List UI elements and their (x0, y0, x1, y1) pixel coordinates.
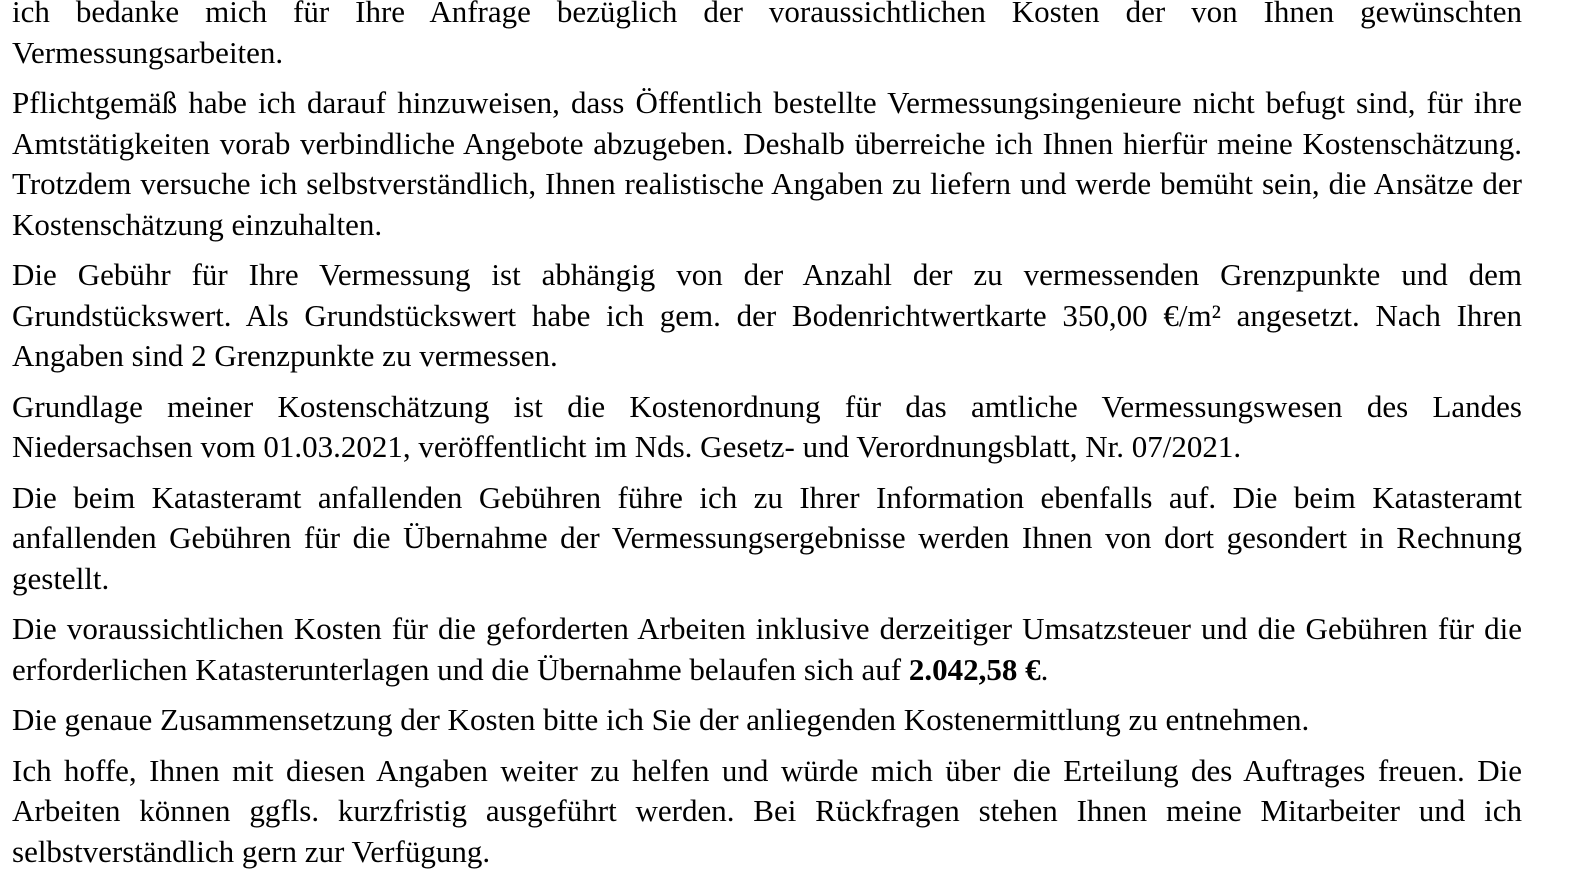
paragraph-legal-basis: Grundlage meiner Kostenschätzung ist die Kostenordnung für das amtliche Vermessungswesen des Landes Niedersachsen vom 01.03.2021, veröffentlicht im Nds. Gesetz- und Verordnungsblatt, Nr. 07/2021. (12, 388, 1522, 464)
paragraph-cadastre-fees: Die beim Katasteramt anfallenden Gebühren führe ich zu Ihrer Information ebenfalls auf. Die beim Katasteramt anfallenden Gebühren für die Übernahme der Vermessungsergebnisse werden Ihnen von dort gesondert in Rechnung gestellt. (12, 479, 1522, 596)
paragraph-total-costs (12, 609, 1522, 690)
total-cost-amount: 2.042,58 € (908, 651, 1041, 687)
costs-text-before: Die voraussichtlichen Kosten für die geforderten Arbeiten inklusive derzeitiger Umsatzsteuer und die Gebühren für die erforderlichen Katasterunterlagen und die Übernahme belaufen sich auf (12, 611, 1522, 687)
paragraph-thanks: ich bedanke mich für Ihre Anfrage bezüglich der voraussichtlichen Kosten der von Ihnen gewünschten Vermessungsarbeiten. (12, 0, 1522, 70)
paragraph-fee-basis: Die Gebühr für Ihre Vermessung ist abhängig von der Anzahl der zu vermessenden Grenzpunkte und dem Grundstückswert. Als Grundstückswert habe ich gem. der Bodenrichtwertkarte 350,00 €/m² angesetzt. Nach Ihren Angaben sind 2 Grenzpunkte zu vermessen. (12, 257, 1522, 373)
paragraph-cost-composition: Die genaue Zusammensetzung der Kosten bitte ich Sie der anliegenden Kostenermittlung zu entnehmen. (12, 702, 1310, 737)
letter-body (12, 0, 1522, 882)
costs-text-after: . (1040, 651, 1049, 687)
paragraph-closing: Ich hoffe, Ihnen mit diesen Angaben weiter zu helfen und würde mich über die Erteilung des Auftrages freuen. Die Arbeiten können ggfls. kurzfristig ausgeführt werden. Bei Rückfragen stehen Ihnen meine Mitarbeiter und ich selbstverständlich gern zur Verfügung. (12, 752, 1522, 869)
paragraph-obligation-notice: Pflichtgemäß habe ich darauf hinzuweisen, dass Öffentlich bestellte Vermessungsingenieure nicht befugt sind, für ihre Amtstätigkeiten vorab verbindliche Angebote abzugeben. Deshalb überreiche ich Ihnen hierfür meine Kostenschätzung. Trotzdem versuche ich selbstverständlich, Ihnen realistische Angaben zu liefern und werde bemüht sein, die Ansätze der Kostenschätzung einzuhalten. (12, 85, 1522, 242)
